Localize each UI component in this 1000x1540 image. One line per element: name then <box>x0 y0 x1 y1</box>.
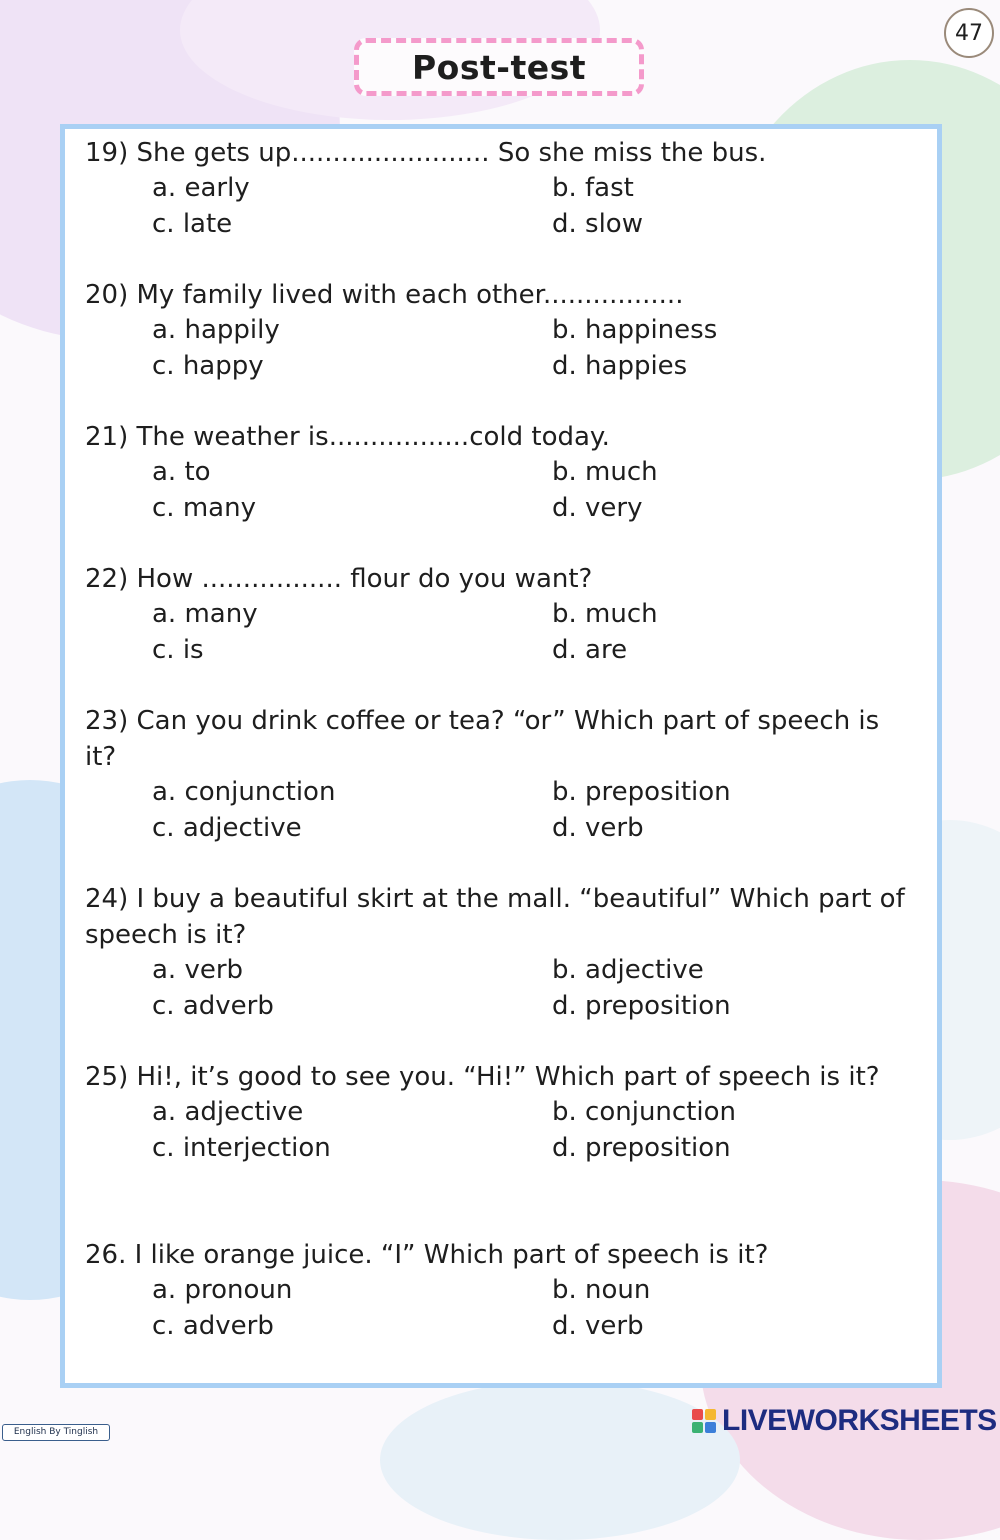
options-grid <box>152 171 915 242</box>
option-d[interactable]: d. verb <box>552 812 644 843</box>
page-number: 47 <box>955 20 983 46</box>
option-a[interactable]: a. conjunction <box>152 777 336 807</box>
question-text: 26. I like orange juice. “I” Which part of speech is it? <box>85 1240 769 1270</box>
option-c[interactable]: c. late <box>152 208 233 239</box>
options-grid <box>152 775 915 846</box>
options-grid <box>152 1095 915 1166</box>
option-b[interactable]: b. happiness <box>552 315 718 345</box>
background-blob <box>380 1380 740 1540</box>
option-b[interactable]: b. much <box>552 599 658 629</box>
logo-square <box>692 1409 703 1420</box>
option-a[interactable]: a. to <box>152 457 211 487</box>
option-d[interactable]: d. happies <box>552 350 688 381</box>
option-c[interactable]: c. happy <box>152 350 264 381</box>
option-b[interactable]: b. fast <box>552 173 634 203</box>
options-grid <box>152 313 915 384</box>
option-a[interactable]: a. pronoun <box>152 1275 293 1305</box>
option-c[interactable]: c. is <box>152 634 204 665</box>
option-a[interactable]: a. many <box>152 599 258 629</box>
option-a[interactable]: a. happily <box>152 315 280 345</box>
question-text: 21) The weather is.................cold today. <box>85 422 610 452</box>
question-text: 22) How ................. flour do you want? <box>85 564 593 594</box>
option-b[interactable]: b. much <box>552 457 658 487</box>
option-b[interactable]: b. preposition <box>552 777 731 807</box>
options-grid <box>152 455 915 526</box>
question-24 <box>85 881 915 1024</box>
question-20 <box>85 277 915 384</box>
question-26 <box>85 1237 915 1344</box>
page-number-badge <box>944 8 994 58</box>
option-a[interactable]: a. verb <box>152 955 244 985</box>
option-d[interactable]: d. very <box>552 492 643 523</box>
question-22 <box>85 561 915 668</box>
question-19 <box>85 135 915 242</box>
option-c[interactable]: c. adverb <box>152 990 274 1021</box>
option-d[interactable]: d. are <box>552 634 628 665</box>
option-b[interactable]: b. adjective <box>552 955 704 985</box>
question-text: 20) My family lived with each other................. <box>85 280 684 310</box>
liveworksheets-grid-icon <box>692 1409 716 1433</box>
credit-label <box>2 1424 110 1441</box>
option-d[interactable]: d. preposition <box>552 990 731 1021</box>
question-text: 19) She gets up........................ So she miss the bus. <box>85 138 767 168</box>
options-grid <box>152 1273 915 1344</box>
brand-name: LIVEWORKSHEETS <box>722 1404 997 1437</box>
options-grid <box>152 597 915 668</box>
title-frame <box>354 38 644 96</box>
logo-square <box>705 1409 716 1420</box>
question-text: 24) I buy a beautiful skirt at the mall. “beautiful” Which part of speech is it? <box>85 884 905 950</box>
option-c[interactable]: c. many <box>152 492 256 523</box>
liveworksheets-logo <box>692 1404 997 1438</box>
logo-square <box>692 1422 703 1433</box>
question-25 <box>85 1059 915 1166</box>
option-a[interactable]: a. early <box>152 173 250 203</box>
credit-text: English By Tinglish <box>13 1427 99 1437</box>
option-c[interactable]: c. adverb <box>152 1310 274 1341</box>
option-a[interactable]: a. adjective <box>152 1097 304 1127</box>
option-c[interactable]: c. adjective <box>152 812 302 843</box>
option-c[interactable]: c. interjection <box>152 1132 331 1163</box>
question-21 <box>85 419 915 526</box>
logo-square <box>705 1422 716 1433</box>
question-23 <box>85 703 915 846</box>
questions-panel <box>60 124 942 1388</box>
question-text: 23) Can you drink coffee or tea? “or” Which part of speech is it? <box>85 706 880 772</box>
question-text: 25) Hi!, it’s good to see you. “Hi!” Which part of speech is it? <box>85 1062 880 1092</box>
option-b[interactable]: b. conjunction <box>552 1097 736 1127</box>
page-title: Post-test <box>411 47 587 87</box>
option-d[interactable]: d. verb <box>552 1310 644 1341</box>
options-grid <box>152 953 915 1024</box>
option-d[interactable]: d. preposition <box>552 1132 731 1163</box>
option-b[interactable]: b. noun <box>552 1275 651 1305</box>
option-d[interactable]: d. slow <box>552 208 643 239</box>
